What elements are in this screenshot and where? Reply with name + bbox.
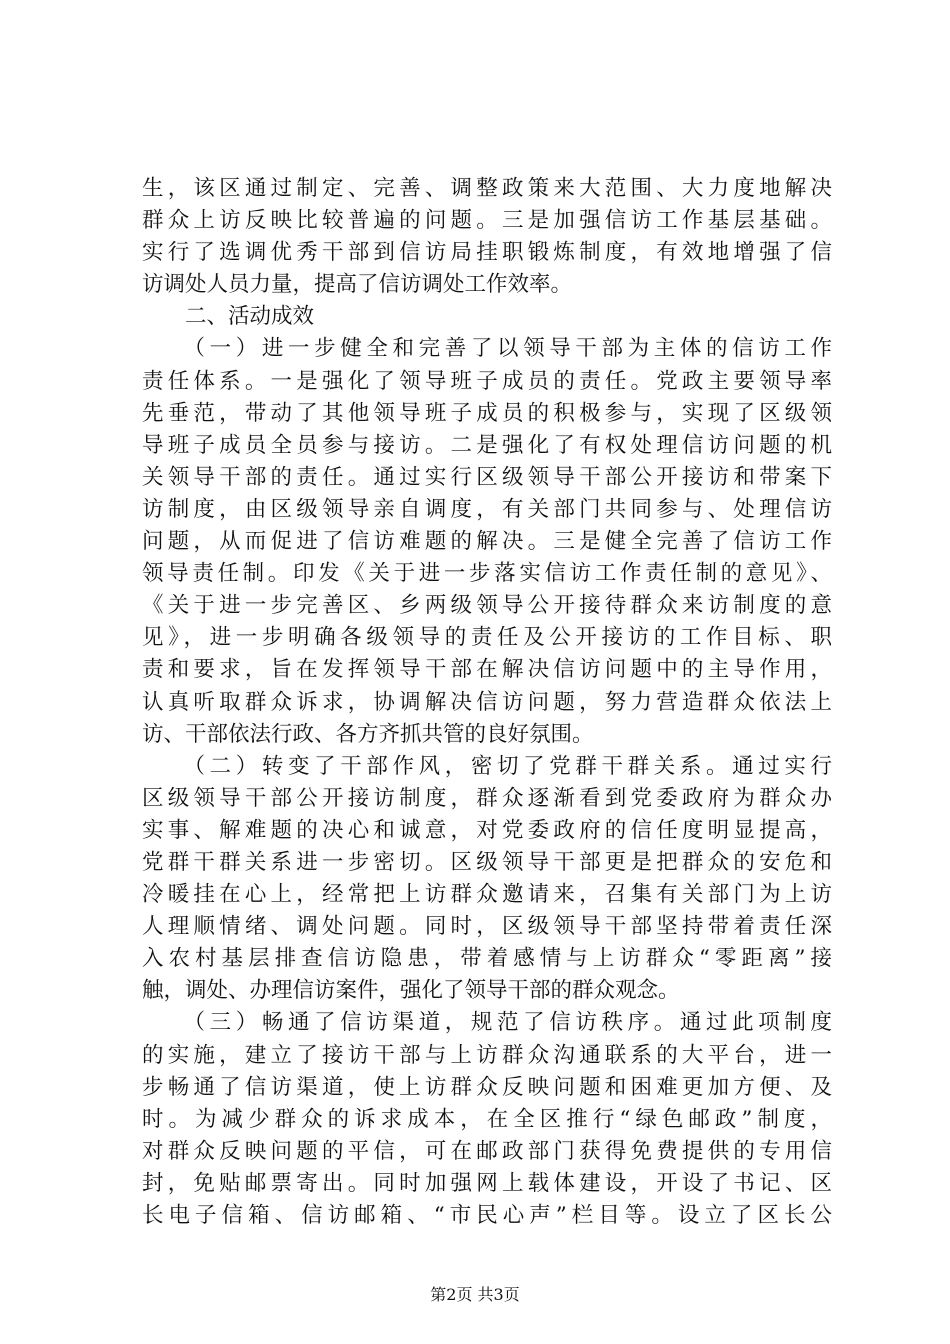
text-line: 长电子信箱、信访邮箱、“市民心声”栏目等。设立了区长公 — [142, 1203, 832, 1228]
text-line: （一）进一步健全和完善了以领导干部为主体的信访工作 — [142, 336, 832, 362]
page-footer: 第2页 共3页 — [430, 1285, 520, 1304]
text-line: 访调处人员力量，提高了信访调处工作效率。 — [142, 272, 573, 298]
text-line: 实事、解难题的决心和诚意，对党委政府的信任度明显提高， — [142, 817, 832, 843]
text-line: 《关于进一步完善区、乡两级领导公开接待群众来访制度的意 — [142, 593, 832, 619]
text-line: 关领导干部的责任。通过实行区级领导干部公开接访和带案下 — [142, 464, 832, 490]
text-line: （三）畅通了信访渠道，规范了信访秩序。通过此项制度 — [142, 1010, 832, 1036]
text-line: 的实施，建立了接访干部与上访群众沟通联系的大平台，进一 — [142, 1042, 832, 1068]
text-line: 责和要求，旨在发挥领导干部在解决信访问题中的主导作用， — [142, 657, 832, 683]
text-line: 领导责任制。印发《关于进一步落实信访工作责任制的意见》、 — [142, 561, 832, 587]
text-line: 封，免贴邮票寄出。同时加强网上载体建设，开设了书记、区 — [142, 1170, 832, 1196]
text-line: 区级领导干部公开接访制度，群众逐渐看到党委政府为群众办 — [142, 785, 832, 811]
text-line: 触，调处、办理信访案件，强化了领导干部的群众观念。 — [142, 978, 680, 1004]
text-line: 见》，进一步明确各级领导的责任及公开接访的工作目标、职 — [142, 625, 832, 651]
text-line: 生，该区通过制定、完善、调整政策来大范围、大力度地解决 — [142, 176, 832, 201]
text-line: 冷暖挂在心上，经常把上访群众邀请来，召集有关部门为上访 — [142, 882, 832, 908]
text-line: 对群众反映问题的平信，可在邮政部门获得免费提供的专用信 — [142, 1138, 832, 1164]
text-line: 认真听取群众诉求，协调解决信访问题，努力营造群众依法上 — [142, 689, 832, 715]
section-heading: 二、活动成效 — [185, 304, 315, 330]
text-line: 人理顺情绪、调处问题。同时，区级领导干部坚持带着责任深 — [142, 914, 832, 940]
text-line: 问题，从而促进了信访难题的解决。三是健全完善了信访工作 — [142, 529, 832, 555]
text-line: 访、干部依法行政、各方齐抓共管的良好氛围。 — [142, 721, 594, 747]
text-line: 时。为减少群众的诉求成本，在全区推行“绿色邮政”制度， — [142, 1106, 832, 1132]
text-line: 步畅通了信访渠道，使上访群众反映问题和困难更加方便、及 — [142, 1074, 832, 1100]
text-line: 实行了选调优秀干部到信访局挂职锻炼制度，有效地增强了信 — [142, 240, 832, 266]
text-line: （二）转变了干部作风，密切了党群干群关系。通过实行 — [142, 753, 832, 779]
text-line: 访制度，由区级领导亲自调度，有关部门共同参与、处理信访 — [142, 496, 832, 522]
text-line: 责任体系。一是强化了领导班子成员的责任。党政主要领导率 — [142, 368, 832, 394]
text-line: 入农村基层排查信访隐患，带着感情与上访群众“零距离”接 — [142, 946, 832, 972]
text-line: 先垂范，带动了其他领导班子成员的积极参与，实现了区级领 — [142, 400, 832, 426]
document-body — [142, 173, 832, 1232]
text-line: 导班子成员全员参与接访。二是强化了有权处理信访问题的机 — [142, 432, 832, 458]
text-line: 党群干群关系进一步密切。区级领导干部更是把群众的安危和 — [142, 849, 832, 875]
text-line: 群众上访反映比较普遍的问题。三是加强信访工作基层基础。 — [142, 208, 832, 234]
